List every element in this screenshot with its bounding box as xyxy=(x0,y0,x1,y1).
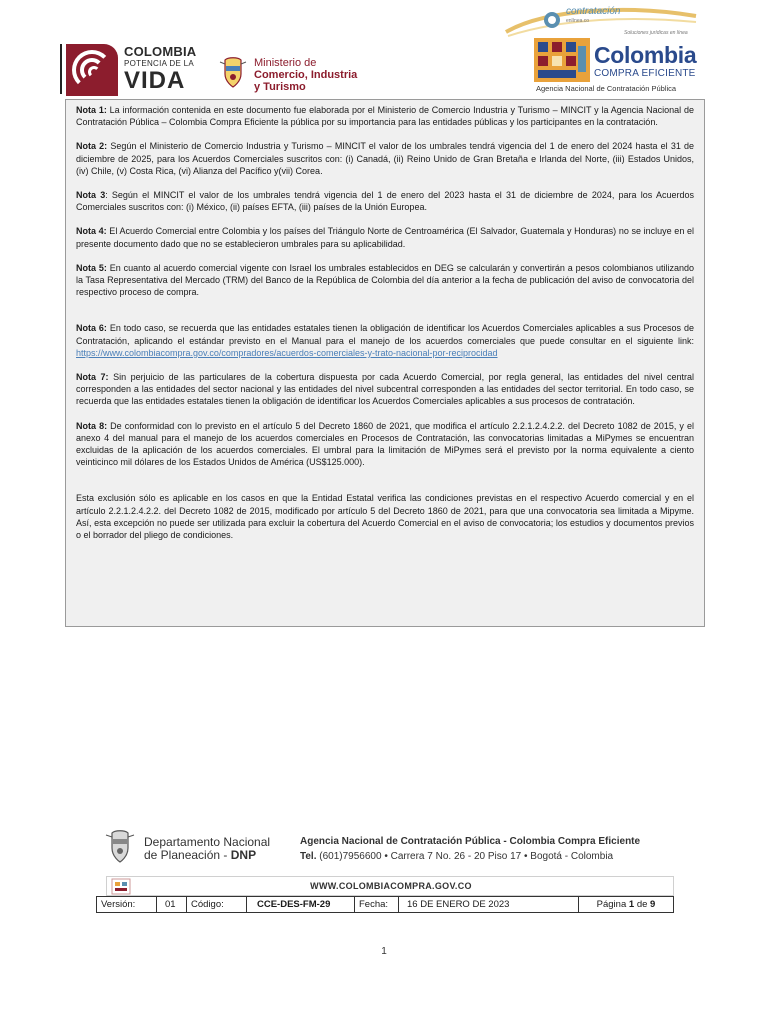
dnp-coat-of-arms-icon xyxy=(104,828,136,866)
note-7 xyxy=(76,371,694,408)
note-label: Nota 8: xyxy=(76,420,108,431)
note-text: : Según el MINCIT el valor de los umbrales tendrá vigencia del 1 de enero del 2023 hasta el 31 de diciembre de 2024, para los Acuerdos Comerciales suscritos con: (i) México, (ii) países EFTA, (iii) países de la Unión Europea. xyxy=(76,190,694,213)
note-5 xyxy=(76,262,694,299)
website-url[interactable]: WWW.COLOMBIACOMPRA.GOV.CO xyxy=(310,881,472,891)
version-label: Versión: xyxy=(97,897,157,912)
dnp-acronym: DNP xyxy=(230,848,257,862)
note-label: Nota 1: xyxy=(76,105,107,115)
note-text: El Acuerdo Comercial entre Colombia y los países del Triángulo Norte de Centroamérica (El Salvador, Guatemala y Honduras) no se incluye en el presente documento dado que no se establecieron umbrales para su aplicabilidad. xyxy=(76,226,694,249)
colombia-potencia-mark-icon xyxy=(66,44,118,96)
ministry-line1: Ministerio de xyxy=(254,57,317,69)
contratacion-online-domain: enlínea.co xyxy=(566,18,590,24)
notes-box xyxy=(65,99,705,627)
page-number: 1 xyxy=(381,946,387,957)
note-label: Nota 6: xyxy=(76,323,107,334)
cce-agency-name: Agencia Nacional de Contratación Pública xyxy=(536,84,677,93)
page-indicator: Página 1 de 9 xyxy=(596,899,656,910)
agency-name: Agencia Nacional de Contratación Pública - Colombia Compra Eficiente xyxy=(300,836,641,847)
logo-line-colombia: COLOMBIA xyxy=(124,44,197,59)
note-8 xyxy=(76,420,694,469)
cce-colombia-wordmark: Colombia xyxy=(594,42,697,68)
note-text: De conformidad con lo previsto en el artículo 5 del Decreto 1860 de 2021, que modifica el artículo 2.2.1.2.4.2.2. del Decreto 1082 de 2015, y el anexo 4 del manual para el manejo de los acuerdos comerciales en Procesos de Contratación, las convocatorias limitadas a MiPymes se encuentran excluidas de la aplicación de los acuerdos comerciales. El umbral para la limitación de MiPymes será el previsto por la norma equivalente a ciento veinticinco mil dólares de los Estados Unidos de América (US$125.000). xyxy=(76,420,694,468)
closing-paragraph: Esta exclusión sólo es aplicable en los casos en que la Entidad Estatal verifica las condiciones previstas en el respectivo Acuerdo comercial y en el artículo 2.2.1.2.4.2.2. del Decreto 1082 de 2015, modificado por artículo 5 del Decreto 1860 de 2021, para que una convocatoria sea limitada a Mipyme. Así, esta excepción no puede ser utilizada para excluir la cobertura del Acuerdo Comercial en el aviso de convocatoria; los estudios y documentos previos o el borrador del pliego de condiciones. xyxy=(76,493,694,541)
agency-address xyxy=(300,849,640,864)
note-label: Nota 7: xyxy=(76,372,109,383)
colombia-compra-eficiente-logo xyxy=(504,2,698,94)
note-text: Sin perjuicio de las particulares de la cobertura dispuesta por cada Acuerdo Comercial, por regla general, las entidades del nivel central corresponden a las entidades del sector nacional y las entidades del nivel subcentral corresponden a las entidades del sector territorial. En todo caso, se recuerda que las entidades estatales tienen la obligación de identificar los Acuerdos Comerciales aplicables a sus procesos de contratación. xyxy=(76,372,694,407)
logo-line-potencia: POTENCIA DE LA xyxy=(124,59,194,68)
code-value: CCE-DES-FM-29 xyxy=(247,897,355,912)
dnp-line2: de Planeación - DNP xyxy=(144,848,257,862)
acuerdos-comerciales-link[interactable]: https://www.colombiacompra.gov.co/compradores/acuerdos-comerciales-y-trato-nacional-por-reciprocidad xyxy=(76,347,498,358)
note-label: Nota 5: xyxy=(76,262,107,273)
address-text: (601)7956600 • Carrera 7 No. 26 - 20 Piso 17 • Bogotá - Colombia xyxy=(316,851,614,862)
version-value: 01 xyxy=(157,897,187,912)
code-label: Código: xyxy=(187,897,247,912)
note-4 xyxy=(76,225,694,249)
dnp-line1: Departamento Nacional xyxy=(144,835,271,849)
agency-contact xyxy=(300,834,640,864)
note-label: Nota 3 xyxy=(76,190,106,201)
note-3 xyxy=(76,189,694,213)
colombia-potencia-logo xyxy=(66,44,204,96)
date-label: Fecha: xyxy=(355,897,399,912)
note-text: En todo caso, se recuerda que las entidades estatales tienen la obligación de identificar los Acuerdos Comerciales aplicables a sus Procesos de Contratación, aplicando el estándar previsto en el Manual para el manejo de los acuerdos comerciales que puede consultar en el siguiente link: xyxy=(76,323,694,346)
cce-compra-eficiente-wordmark: COMPRA EFICIENTE xyxy=(594,68,696,79)
mosaic-pattern-icon xyxy=(534,38,590,82)
note-2 xyxy=(76,140,694,177)
date-value: 16 DE ENERO DE 2023 xyxy=(399,897,579,912)
document-control-table xyxy=(96,896,674,913)
header-divider xyxy=(60,44,62,94)
note-label: Nota 4: xyxy=(76,226,107,237)
note-label: Nota 2: xyxy=(76,141,108,152)
dnp-name xyxy=(144,836,270,862)
ministry-line3: y Turismo xyxy=(254,81,306,93)
logo-line-vida: VIDA xyxy=(124,67,186,94)
note-text: En cuanto al acuerdo comercial vigente con Israel los umbrales establecidos en DEG se calcularán y convertirán a pesos colombianos utilizando la Tasa Representativa del Mercado (TRM) del Banco de la República de Colombia del día anterior a la fecha de publicación del aviso de convocatoria del respectivo proceso de compra. xyxy=(76,262,694,298)
ministry-logo xyxy=(218,56,358,96)
note-text: La información contenida en este documento fue elaborada por el Ministerio de Comercio Industria y Turismo – MINCIT y la Agencia Nacional de Contratación Pública – Colombia Compra Eficiente la pública por su importancia para las entidades públicas y los participantes en la contratación. xyxy=(76,105,694,128)
page-header xyxy=(0,0,768,100)
note-6 xyxy=(76,322,694,359)
note-1 xyxy=(76,104,694,128)
coat-of-arms-icon xyxy=(218,56,248,90)
website-band xyxy=(106,876,674,896)
note-text: Según el Ministerio de Comercio Industria y Turismo – MINCIT el valor de los umbrales tendrá vigencia del 1 de enero del 2024 hasta el 31 de diciembre de 2025, para los Acuerdos Comerciales suscritos con: (i) Canadá, (ii) Reino Unido de Gran Bretaña e Irlanda del Norte, (iii) Estados Unidos, (iv) Chile, (v) Costa Rica, (vi) Alianza del Pacífico y(vii) Corea. xyxy=(76,141,694,176)
contratacion-online-text: contratación xyxy=(566,6,621,17)
tel-label: Tel. xyxy=(300,851,317,862)
ministry-line2: Comercio, Industria xyxy=(254,69,358,81)
cce-tagline: Soluciones jurídicas en línea xyxy=(624,30,688,36)
